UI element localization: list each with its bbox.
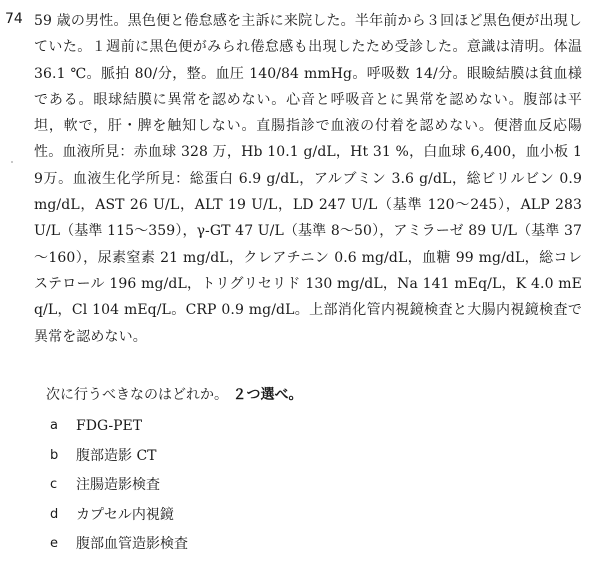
choice-e[interactable]	[50, 532, 188, 562]
choice-b[interactable]	[50, 444, 188, 474]
choice-d[interactable]	[50, 503, 188, 533]
choice-text: 腹部造影 CT	[76, 447, 157, 464]
choice-letter: d	[50, 506, 59, 522]
choice-text: FDG-PET	[76, 418, 143, 434]
answer-choices	[50, 414, 188, 562]
question-prompt	[46, 383, 302, 407]
choice-letter: b	[50, 447, 59, 463]
prompt-text: 次に行うべきなのはどれか。	[46, 387, 228, 403]
question-stem: 59 歳の男性。黒色便と倦怠感を主訴に来院した。半年前から３回ほど黒色便が出現していた。１週前に黒色便がみられ倦怠感も出現したため受診した。意識は清明。体温 36.1 ℃。脈拍 80/分，整。血圧 140/84 mmHg。呼吸数 14/分。眼瞼結膜は貧血様である。眼球結膜に異常を認めない。心音と呼吸音とに異常を認めない。腹部は平坦，軟で，肝・脾を触知しない。直腸指診で血液の付着を認めない。便潜血反応陽性。血液所見：赤血球 328 万，Hb 10.1 g/dL，Ht 31 %，白血球 6,400，血小板 19万。血液生化学所見：総蛋白 6.9 g/dL，アルブミン 3.6 g/dL，総ビリルビン 0.9 mg/dL，AST 26 U/L，ALT 19 U/L，LD 247 U/L（基準 120～245），ALP 283 U/L（基準 115～359），γ-GT 47 U/L（基準 8～50），アミラーゼ 89 U/L（基準 37～160），尿素窒素 21 mg/dL，クレアチニン 0.6 mg/dL，血糖 99 mg/dL，総コレステロール 196 mg/dL，トリグリセリド 130 mg/dL，Na 141 mEq/L，K 4.0 mEq/L，Cl 104 mEq/L。CRP 0.9 mg/dL。上部消化管内視鏡検査と大腸内視鏡検査で異常を認めない。	[34, 13, 582, 345]
margin-mark	[11, 161, 13, 163]
choice-text: 注腸造影検査	[76, 477, 160, 494]
choice-c[interactable]	[50, 473, 188, 503]
choice-letter: e	[50, 536, 58, 552]
prompt-instruction: ２つ選べ。	[232, 387, 303, 403]
choice-letter: a	[50, 418, 58, 433]
choice-text: 腹部血管造影検査	[76, 536, 188, 553]
choice-text: カプセル内視鏡	[76, 506, 174, 523]
choice-a[interactable]	[50, 414, 188, 444]
question-number: 74	[5, 11, 23, 27]
choice-letter: c	[50, 477, 58, 493]
